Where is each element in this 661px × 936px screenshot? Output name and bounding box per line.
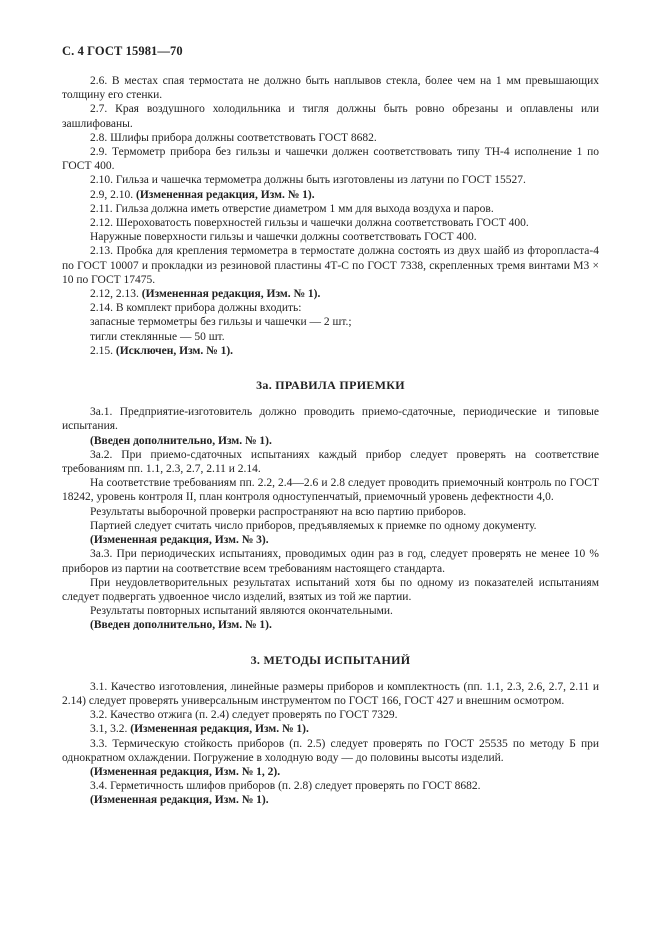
document-body	[62, 74, 599, 808]
paragraph-text: 2.7. Края воздушного холодильника и тигля должны быть ровно обрезаны и оплавлены или зашлифованы.	[62, 103, 599, 130]
paragraph	[62, 131, 599, 145]
paragraph	[62, 173, 599, 187]
paragraph-text: 3.2. Качество отжига (п. 2.4) следует проверять по ГОСТ 7329.	[90, 709, 398, 722]
paragraph-text: 2.13. Пробка для крепления термометра в термостате должна состоять из двух шайб из фторопласта-4 по ГОСТ 10007 и прокладки из резиновой пластины 4Т-С по ГОСТ 7338, скрепленных тремя винтами М3 × 10 по ГОСТ 17475.	[62, 245, 599, 286]
paragraph-text: 2.9, 2.10.	[90, 188, 136, 201]
paragraph	[62, 188, 599, 202]
paragraph	[62, 519, 599, 533]
paragraph	[62, 202, 599, 216]
paragraph	[62, 547, 599, 575]
amendment-note: (Исключен, Изм. № 1).	[115, 344, 234, 357]
paragraph	[62, 722, 599, 736]
paragraph	[62, 604, 599, 618]
paragraph-text: 2.8. Шлифы прибора должны соответствовать ГОСТ 8682.	[90, 131, 377, 144]
paragraph	[62, 708, 599, 722]
paragraph-text: Партией следует считать число приборов, предъявляемых к приемке по одному документу.	[90, 519, 537, 532]
paragraph	[62, 779, 599, 793]
paragraph	[62, 765, 599, 779]
paragraph	[62, 102, 599, 130]
paragraph-text: 2.14. В комплект прибора должны входить:	[90, 302, 302, 315]
paragraph-text: 2.6. В местах спая термостата не должно быть наплывов стекла, более чем на 1 мм превышающих толщину его стенки.	[62, 75, 599, 102]
amendment-note: (Измененная редакция, Изм. № 1).	[130, 723, 309, 736]
paragraph-text: При неудовлетворительных результатах испытаний хотя бы по одному из показателей испытаниям следует подвергать удвоенное число изделий, взятых из той же партии.	[62, 576, 599, 603]
paragraph-text: 2.9. Термометр прибора без гильзы и чашечки должен соответствовать типу ТН-4 исполнение 1 по ГОСТ 400.	[62, 146, 599, 173]
paragraph	[62, 74, 599, 102]
paragraph-text: 3.4. Герметичность шлифов приборов (п. 2.8) следует проверять по ГОСТ 8682.	[90, 780, 481, 793]
paragraph	[62, 315, 599, 329]
amendment-note: (Измененная редакция, Изм. № 1).	[90, 794, 269, 807]
paragraph	[62, 737, 599, 765]
paragraph-text: 3а.1. Предприятие-изготовитель должно проводить приемо-сдаточные, периодические и типовые испытания.	[62, 406, 599, 433]
amendment-note: (Измененная редакция, Изм. № 1).	[141, 288, 321, 301]
paragraph	[62, 618, 599, 632]
paragraph	[62, 145, 599, 173]
paragraph-text: 3.1. Качество изготовления, линейные размеры приборов и комплектность (пп. 1.1, 2.3, 2.6, 2.7, 2.11 и 2.14) следует проверять универсальным инструментом по ГОСТ 166, ГОСТ 427 и внешним осмотром.	[62, 680, 599, 707]
paragraph	[62, 301, 599, 315]
paragraph-text: 3а.2. При приемо-сдаточных испытаниях каждый прибор следует проверять на соответствие требованиям пп. 1.1, 2.3, 2.7, 2.11 и 2.14.	[62, 448, 599, 476]
paragraph	[62, 216, 599, 230]
paragraph-text: 3.3. Термическую стойкость приборов (п. 2.5) следует проверять по ГОСТ 25535 по методу Б при однократном охлаждении. Погружение в холодную воду — до половины высоты изделий.	[62, 737, 599, 764]
amendment-note: (Измененная редакция, Изм. № 3).	[90, 534, 269, 547]
paragraph	[62, 576, 599, 604]
amendment-note: (Измененная редакция, Изм. № 1, 2).	[90, 765, 281, 778]
paragraph	[62, 793, 599, 807]
paragraph-text: 2.12, 2.13.	[90, 288, 142, 301]
paragraph	[62, 405, 599, 433]
paragraph-text: Наружные поверхности гильзы и чашечки должны соответствовать ГОСТ 400.	[90, 231, 477, 244]
paragraph	[62, 680, 599, 708]
section-title: 3а. ПРАВИЛА ПРИЕМКИ	[256, 378, 405, 393]
section-title: 3. МЕТОДЫ ИСПЫТАНИЙ	[250, 652, 411, 667]
paragraph-text: запасные термометры без гильзы и чашечки — 2 шт.;	[90, 316, 352, 329]
page-header: С. 4 ГОСТ 15981—70	[62, 44, 183, 58]
paragraph	[62, 287, 599, 301]
paragraph	[62, 230, 599, 244]
paragraph	[62, 505, 599, 519]
paragraph-text: Результаты выборочной проверки распространяют на всю партию приборов.	[90, 505, 467, 518]
paragraph-text: 2.15.	[90, 344, 116, 357]
paragraph	[62, 476, 599, 504]
paragraph-text: 2.10. Гильза и чашечка термометра должны быть изготовлены из латуни по ГОСТ 15527.	[90, 174, 526, 187]
paragraph	[62, 330, 599, 344]
paragraph-text: Результаты повторных испытаний являются окончательными.	[90, 605, 393, 618]
paragraph	[62, 344, 599, 358]
paragraph	[62, 448, 599, 476]
paragraph	[62, 244, 599, 287]
amendment-note: (Введен дополнительно, Изм. № 1).	[90, 434, 272, 447]
paragraph-text: На соответствие требованиям пп. 2.2, 2.4—2.6 и 2.8 следует проводить приемочный контроль по ГОСТ 18242, уровень контроля II, план контроля одноступенчатый, приемочный уровень дефектности 4,0.	[62, 477, 599, 504]
amendment-note: (Введен дополнительно, Изм. № 1).	[90, 619, 272, 632]
paragraph-text: 3.1, 3.2.	[90, 723, 131, 736]
paragraph	[62, 533, 599, 547]
amendment-note: (Измененная редакция, Изм. № 1).	[136, 188, 315, 201]
paragraph-text: 3а.3. При периодических испытаниях, проводимых один раз в год, следует проверять не менее 10 % приборов из партии на соответствие всем требованиям настоящего стандарта.	[62, 548, 599, 575]
paragraph	[62, 434, 599, 448]
paragraph-text: 2.12. Шероховатость поверхностей гильзы и чашечки должна соответствовать ГОСТ 400.	[90, 217, 529, 230]
paragraph-text: тигли стеклянные — 50 шт.	[90, 330, 225, 343]
paragraph-text: 2.11. Гильза должна иметь отверстие диаметром 1 мм для выхода воздуха и паров.	[90, 202, 494, 215]
